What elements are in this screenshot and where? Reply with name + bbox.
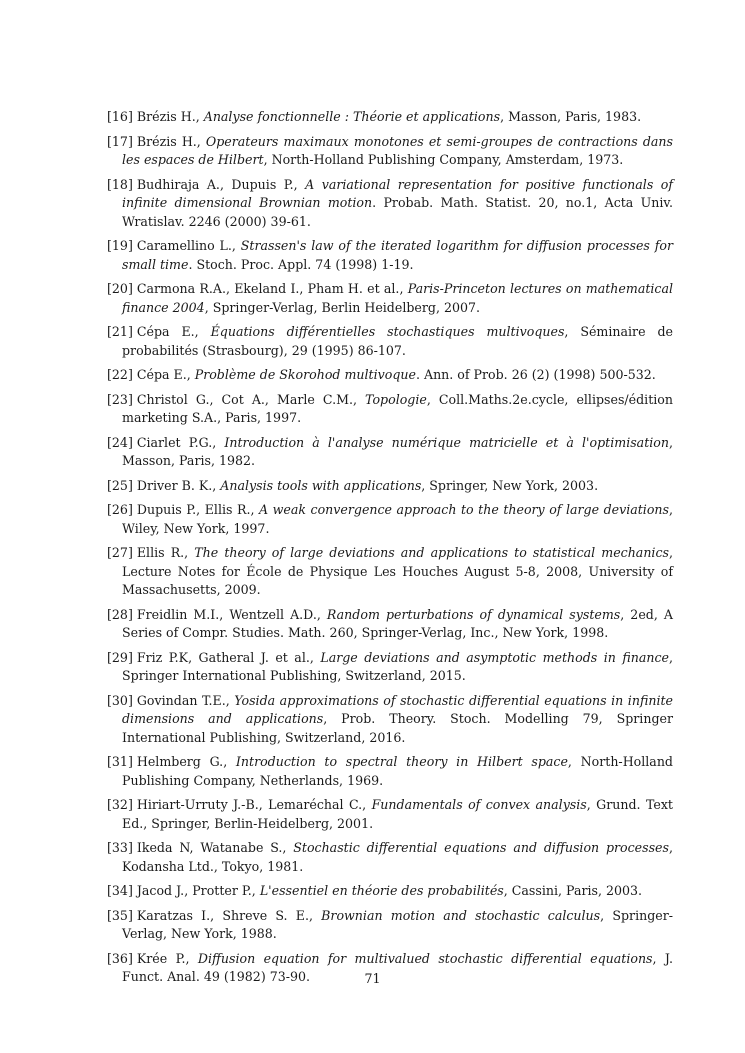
reference-number: [29] — [107, 649, 133, 665]
reference-authors: Cépa E., — [136, 367, 195, 382]
reference-number: [32] — [107, 797, 133, 812]
reference-details: , J. Funct. Anal. 49 (1982) 73-90. — [122, 950, 673, 984]
reference-title: Introduction to spectral theory in Hilbert space — [235, 754, 568, 769]
reference-number: [27] — [107, 545, 133, 560]
reference-list — [107, 108, 673, 993]
reference-details: , Wiley, New York, 1997. — [122, 502, 673, 536]
reference-number: [34] — [107, 883, 133, 898]
reference-item — [107, 434, 673, 471]
reference-title: L'essentiel en théorie des probabilités — [259, 883, 504, 898]
reference-authors: Driver B. K., — [136, 477, 221, 493]
reference-item — [107, 796, 673, 833]
reference-title: Stochastic differential equations and diffusion processes — [293, 840, 669, 855]
reference-item — [107, 907, 673, 944]
reference-authors: Govindan T.E., — [136, 692, 235, 708]
reference-number: [18] — [107, 176, 133, 192]
reference-details: , Prob. Theory. Stoch. Modelling 79, Springer International Publishing, Switzerland, 2016. — [122, 711, 673, 745]
reference-details: , North-Holland Publishing Company, Amsterdam, 1973. — [263, 152, 624, 167]
reference-authors: Dupuis P., Ellis R., — [136, 502, 260, 517]
reference-number: [19] — [107, 238, 133, 253]
reference-title: Analysis tools with applications — [220, 477, 422, 493]
reference-details: , Kodansha Ltd., Tokyo, 1981. — [122, 840, 673, 874]
reference-item — [107, 280, 673, 317]
reference-authors: Ellis R., — [136, 545, 195, 560]
reference-item — [107, 366, 673, 385]
reference-authors: Budhiraja A., Dupuis P., — [136, 176, 306, 192]
reference-item — [107, 237, 673, 274]
reference-item — [107, 501, 673, 538]
reference-title: A variational representation for positive functionals of infinite dimensional Brownian motion — [122, 176, 674, 210]
reference-item — [107, 544, 673, 600]
reference-details: , Séminaire de probabilités (Strasbourg), 29 (1995) 86-107. — [122, 324, 673, 358]
reference-title: The theory of large deviations and applications to statistical mechanics — [194, 545, 669, 560]
reference-authors: Friz P.K, Gatheral J. et al., — [136, 649, 321, 665]
reference-number: [31] — [107, 754, 133, 769]
reference-details: , Springer, New York, 2003. — [421, 477, 599, 493]
reference-number: [36] — [107, 950, 133, 966]
reference-authors: Brézis H., — [136, 133, 206, 149]
reference-item — [107, 176, 673, 232]
reference-title: Topologie — [365, 391, 427, 407]
reference-title: Analyse fonctionnelle : Théorie et applications — [203, 109, 501, 124]
reference-details: , Lecture Notes for École de Physique Les Houches August 5-8, 2008, University of Massachusetts, 2009. — [122, 545, 673, 597]
reference-details: , Cassini, Paris, 2003. — [503, 883, 643, 898]
reference-authors: Cépa E., — [136, 324, 211, 339]
reference-number: [25] — [107, 477, 133, 493]
reference-item — [107, 839, 673, 876]
reference-authors: Brézis H., — [136, 109, 204, 124]
reference-number: [30] — [107, 692, 133, 708]
reference-number: [24] — [107, 434, 133, 450]
reference-title: Équations différentielles stochastiques multivoques — [210, 324, 565, 339]
reference-authors: Jacod J., Protter P., — [136, 883, 260, 898]
reference-number: [16] — [107, 109, 133, 124]
reference-title: Strassen's law of the iterated logarithm for diffusion processes for small time — [122, 238, 673, 272]
reference-item — [107, 753, 673, 790]
reference-title: Introduction à l'analyse numérique matricielle et à l'optimisation — [224, 434, 669, 450]
reference-title: Fundamentals of convex analysis — [371, 797, 587, 812]
reference-title: A weak convergence approach to the theory of large deviations — [259, 502, 669, 517]
reference-details: . Probab. Math. Statist. 20, no.1, Acta Univ. Wratislav. 2246 (2000) 39-61. — [122, 195, 674, 229]
reference-title: Paris-Princeton lectures on mathematical finance 2004 — [122, 281, 674, 315]
reference-number: [33] — [107, 840, 133, 855]
reference-item — [107, 391, 673, 428]
reference-item — [107, 606, 673, 643]
page-number: 71 — [364, 971, 381, 986]
reference-authors: Christol G., Cot A., Marle C.M., — [136, 391, 366, 407]
reference-number: [17] — [107, 133, 133, 149]
reference-number: [21] — [107, 324, 133, 339]
reference-item — [107, 108, 673, 127]
reference-authors: Karatzas I., Shreve S. E., — [136, 907, 322, 923]
reference-item — [107, 477, 673, 496]
reference-title: Yosida approximations of stochastic differential equations in infinite dimensions and applications — [122, 692, 673, 726]
reference-authors: Ikeda N, Watanabe S., — [136, 840, 294, 855]
reference-authors: Helmberg G., — [136, 754, 236, 769]
reference-item — [107, 323, 673, 360]
reference-details: . Stoch. Proc. Appl. 74 (1998) 1-19. — [188, 256, 414, 272]
reference-item — [107, 649, 673, 686]
reference-details: , Masson, Paris, 1983. — [500, 109, 642, 124]
reference-number: [35] — [107, 907, 133, 923]
reference-authors: Carmona R.A., Ekeland I., Pham H. et al., — [136, 281, 408, 296]
reference-details: , Coll.Maths.2e.cycle, ellipses/édition marketing S.A., Paris, 1997. — [122, 391, 673, 425]
reference-title: Random perturbations of dynamical systems — [326, 606, 621, 622]
reference-number: [26] — [107, 502, 133, 517]
reference-item — [107, 133, 673, 170]
reference-title: Operateurs maximaux monotones et semi-groupes de contractions dans les espaces de Hilbert — [122, 133, 673, 167]
reference-number: [20] — [107, 281, 133, 296]
reference-title: Problème de Skorohod multivoque — [194, 367, 416, 382]
reference-number: [28] — [107, 606, 133, 622]
reference-authors: Hiriart-Urruty J.-B., Lemaréchal C., — [136, 797, 372, 812]
reference-item — [107, 882, 673, 901]
reference-authors: Caramellino L., — [136, 238, 241, 253]
reference-title: Large deviations and asymptotic methods in finance — [320, 649, 669, 665]
reference-title: Brownian motion and stochastic calculus — [321, 907, 601, 923]
reference-details: , Springer-Verlag, Berlin Heidelberg, 2007. — [204, 299, 481, 315]
reference-details: . Ann. of Prob. 26 (2) (1998) 500-532. — [415, 367, 656, 382]
reference-number: [22] — [107, 367, 133, 382]
reference-authors: Ciarlet P.G., — [136, 434, 225, 450]
reference-number: [23] — [107, 391, 133, 407]
reference-details: , Masson, Paris, 1982. — [122, 434, 673, 468]
reference-details: , 2ed, A Series of Compr. Studies. Math. 260, Springer-Verlag, Inc., New York, 1998. — [122, 606, 673, 640]
reference-authors: Freidlin M.I., Wentzell A.D., — [136, 606, 327, 622]
reference-item — [107, 692, 673, 748]
reference-title: Diffusion equation for multivalued stochastic differential equations — [197, 950, 653, 966]
reference-details: , Springer International Publishing, Switzerland, 2015. — [122, 649, 673, 683]
reference-authors: Krée P., — [136, 950, 198, 966]
reference-details: , North-Holland Publishing Company, Netherlands, 1969. — [122, 754, 673, 788]
reference-details: , Springer-Verlag, New York, 1988. — [122, 907, 673, 941]
reference-details: , Grund. Text Ed., Springer, Berlin-Heidelberg, 2001. — [122, 797, 673, 831]
